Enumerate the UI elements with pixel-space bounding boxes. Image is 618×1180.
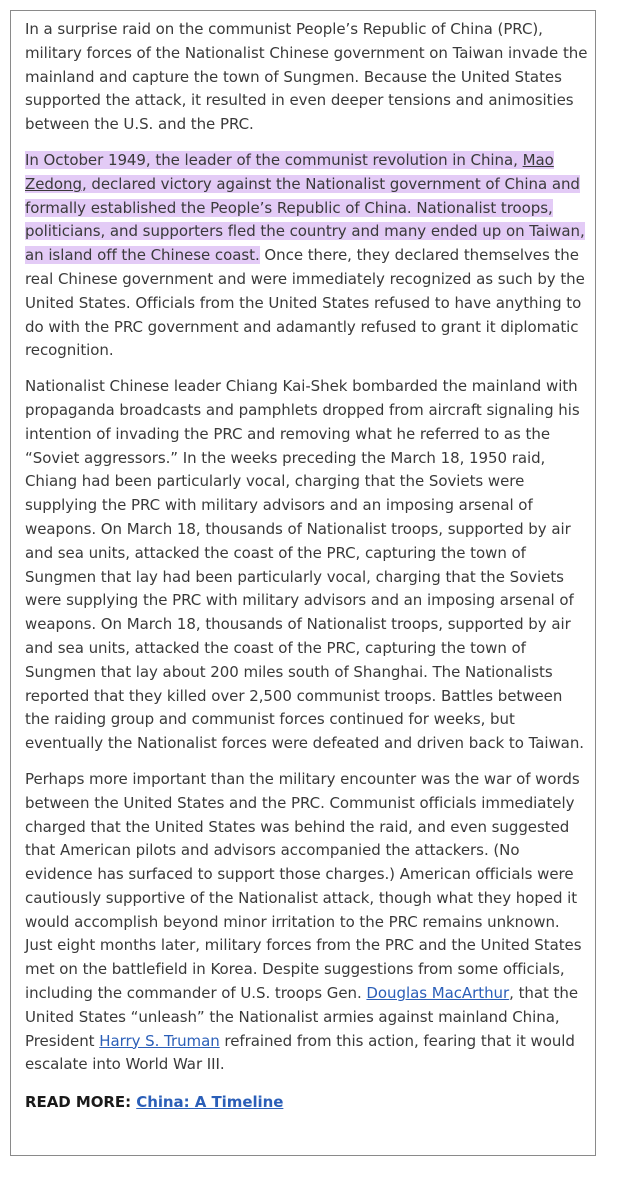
read-more (25, 1091, 591, 1115)
harry-truman-link[interactable]: Harry S. Truman (99, 1031, 220, 1050)
highlight-text-after: , declared victory against the Nationalist government of China and formally established the People’s Republic of China. Nationalist troops, politicians, and supporters fled the country and many ended up on Taiwan, an island off the Chinese coast. (25, 174, 585, 265)
paragraph-2-rest: Once there, they declared themselves the real Chinese government and were immediately recognized as such by the United States. Officials from the United States refused to have anything to do with the PRC government and adamantly refused to grant it diplomatic recognition. (25, 246, 585, 360)
china-timeline-link[interactable]: China: A Timeline (136, 1093, 284, 1112)
mao-zedong-link[interactable]: Mao Zedong (25, 150, 554, 193)
paragraph-4-text-before: Perhaps more important than the military encounter was the war of words between the United States and the PRC. Communist officials immediately charged that the United States was behind the raid, and even suggested that American pilots and advisors accompanied the attackers. (No evidence has surfaced to support those charges.) American officials were cautiously supportive of the Nationalist attack, though what they hoped it would accomplish beyond minor irritation to the PRC remains unknown. Just eight months later, military forces from the PRC and the United States met on the battlefield in Korea. Despite suggestions from some officials, including the commander of U.S. troops Gen. (25, 769, 582, 1003)
paragraph-1: In a surprise raid on the communist People’s Republic of China (PRC), military forces of the Nationalist Chinese government on Taiwan invade the mainland and capture the town of Sungmen. Because the United States supported the attack, it resulted in even deeper tensions and animosities between the U.S. and the PRC. (25, 20, 588, 134)
paragraph-3: Nationalist Chinese leader Chiang Kai-Shek bombarded the mainland with propaganda broadcasts and pamphlets dropped from aircraft signaling his intention of invading the PRC and removing what he referred to as the “Soviet aggressors.” In the weeks preceding the March 18, 1950 raid, Chiang had been particularly vocal, charging that the Soviets were supplying the PRC with military advisors and an imposing arsenal of weapons. On March 18, thousands of Nationalist troops, supported by air and sea units, attacked the coast of the PRC, capturing the town of Sungmen that lay had been particularly vocal, charging that the Soviets were supplying the PRC with military advisors and an imposing arsenal of weapons. On March 18, thousands of Nationalist troops, supported by air and sea units, attacked the coast of the PRC, capturing the town of Sungmen that lay about 200 miles south of Shanghai. The Nationalists reported that they killed over 2,500 communist troops. Battles between the raiding group and communist forces continued for weeks, but eventually the Nationalist forces were defeated and driven back to Taiwan. (25, 377, 584, 753)
paragraph-4 (25, 768, 591, 1077)
read-more-label: READ MORE: (25, 1093, 137, 1112)
highlight-text-before: In October 1949, the leader of the communist revolution in China, (25, 150, 523, 169)
article-body (25, 18, 591, 1127)
paragraph-4-text-after: refrained from this action, fearing that it would escalate into World War III. (25, 1031, 575, 1074)
douglas-macarthur-link[interactable]: Douglas MacArthur (366, 984, 510, 1003)
paragraph-2 (25, 149, 591, 363)
paragraph-4-text-middle: , that the United States “unleash” the Nationalist armies against mainland China, President (25, 984, 579, 1050)
